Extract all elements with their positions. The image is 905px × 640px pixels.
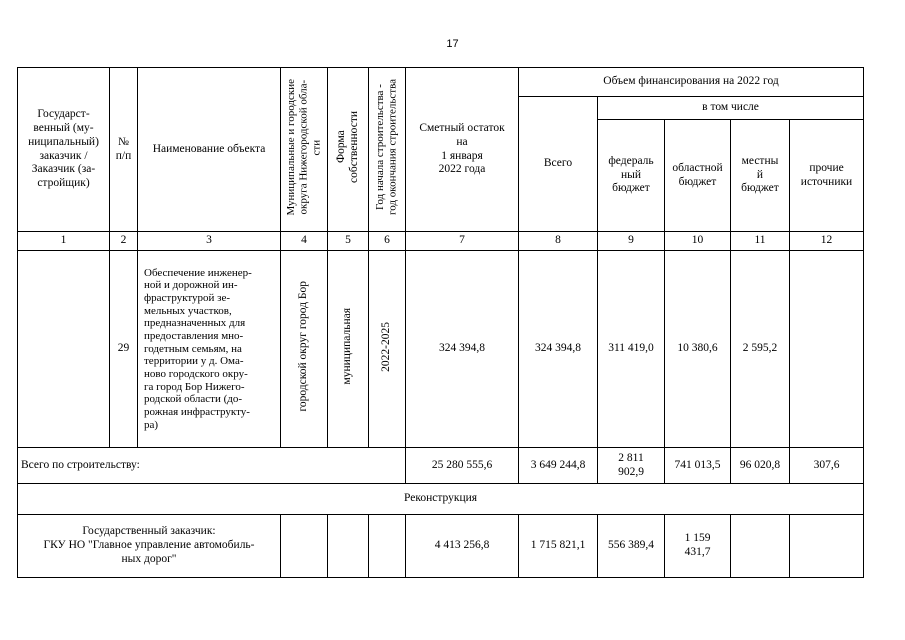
row29-years: 2022-2025	[369, 251, 406, 448]
gku-federal: 556 389,4	[598, 515, 665, 578]
column-number: 7	[406, 232, 519, 251]
column-number: 1	[18, 232, 110, 251]
table-row	[18, 515, 864, 578]
header-estimate: Сметный остаток на 1 января 2022 года	[406, 68, 519, 232]
row29-local: 2 595,2	[731, 251, 790, 448]
table-row	[18, 251, 864, 448]
row29-ownership: муниципальная	[328, 251, 369, 448]
total-regional: 741 013,5	[665, 448, 731, 484]
row29-regional: 10 380,6	[665, 251, 731, 448]
header-other: прочие источники	[790, 120, 864, 232]
row29-object-name: Обеспечение инженер- ной и дорожной ин- фраструктурой зе- мельных участков, предназначенных для предоставления мно- годетным семьям, на территории у д. Ома- ново городского окру- га город Бор Нижего- родской области (до- рожная инфраструкту- ра)	[138, 251, 281, 448]
header-ownership: Форма собственности	[328, 68, 369, 232]
total-row	[18, 448, 864, 484]
column-number: 9	[598, 232, 665, 251]
column-number: 8	[519, 232, 598, 251]
gku-regional: 1 159 431,7	[665, 515, 731, 578]
gku-years	[369, 515, 406, 578]
header-local: местны й бюджет	[731, 120, 790, 232]
header-total: Всего	[519, 97, 598, 232]
gku-estimate: 4 413 256,8	[406, 515, 519, 578]
total-other: 307,6	[790, 448, 864, 484]
section-row	[18, 484, 864, 515]
column-number: 5	[328, 232, 369, 251]
row29-number: 29	[110, 251, 138, 448]
row29-federal: 311 419,0	[598, 251, 665, 448]
total-sum: 3 649 244,8	[519, 448, 598, 484]
page-number: 17	[446, 38, 459, 50]
total-label: Всего по строительству:	[18, 448, 406, 484]
row29-other	[790, 251, 864, 448]
header-object-name: Наименование объекта	[138, 68, 281, 232]
gku-district	[281, 515, 328, 578]
header-years: Год начала строительства - год окончания строительства	[369, 68, 406, 232]
row29-district: городской округ город Бор	[281, 251, 328, 448]
column-number: 12	[790, 232, 864, 251]
header-regional: областной бюджет	[665, 120, 731, 232]
total-federal: 2 811 902,9	[598, 448, 665, 484]
header-customer: Государст- венный (му- ниципальный) заказчик / Заказчик (за- стройщик)	[18, 68, 110, 232]
gku-local	[731, 515, 790, 578]
row29-estimate: 324 394,8	[406, 251, 519, 448]
header-financing: Объем финансирования на 2022 год	[519, 68, 864, 97]
header-districts: Муниципальные и городские округа Нижегородской обла- сти	[281, 68, 328, 232]
column-number: 2	[110, 232, 138, 251]
header-federal: федераль ный бюджет	[598, 120, 665, 232]
total-local: 96 020,8	[731, 448, 790, 484]
financing-table	[17, 67, 864, 578]
column-number: 3	[138, 232, 281, 251]
gku-customer: Государственный заказчик: ГКУ НО "Главное управление автомобиль- ных дорог"	[18, 515, 281, 578]
gku-ownership	[328, 515, 369, 578]
total-estimate: 25 280 555,6	[406, 448, 519, 484]
header-number: № п/п	[110, 68, 138, 232]
gku-total: 1 715 821,1	[519, 515, 598, 578]
column-number: 11	[731, 232, 790, 251]
column-numbers-row	[18, 232, 864, 251]
row29-customer	[18, 251, 110, 448]
row29-total: 324 394,8	[519, 251, 598, 448]
header-including: в том числе	[598, 97, 864, 120]
column-number: 10	[665, 232, 731, 251]
column-number: 6	[369, 232, 406, 251]
gku-other	[790, 515, 864, 578]
section-title: Реконструкция	[18, 484, 864, 515]
column-number: 4	[281, 232, 328, 251]
